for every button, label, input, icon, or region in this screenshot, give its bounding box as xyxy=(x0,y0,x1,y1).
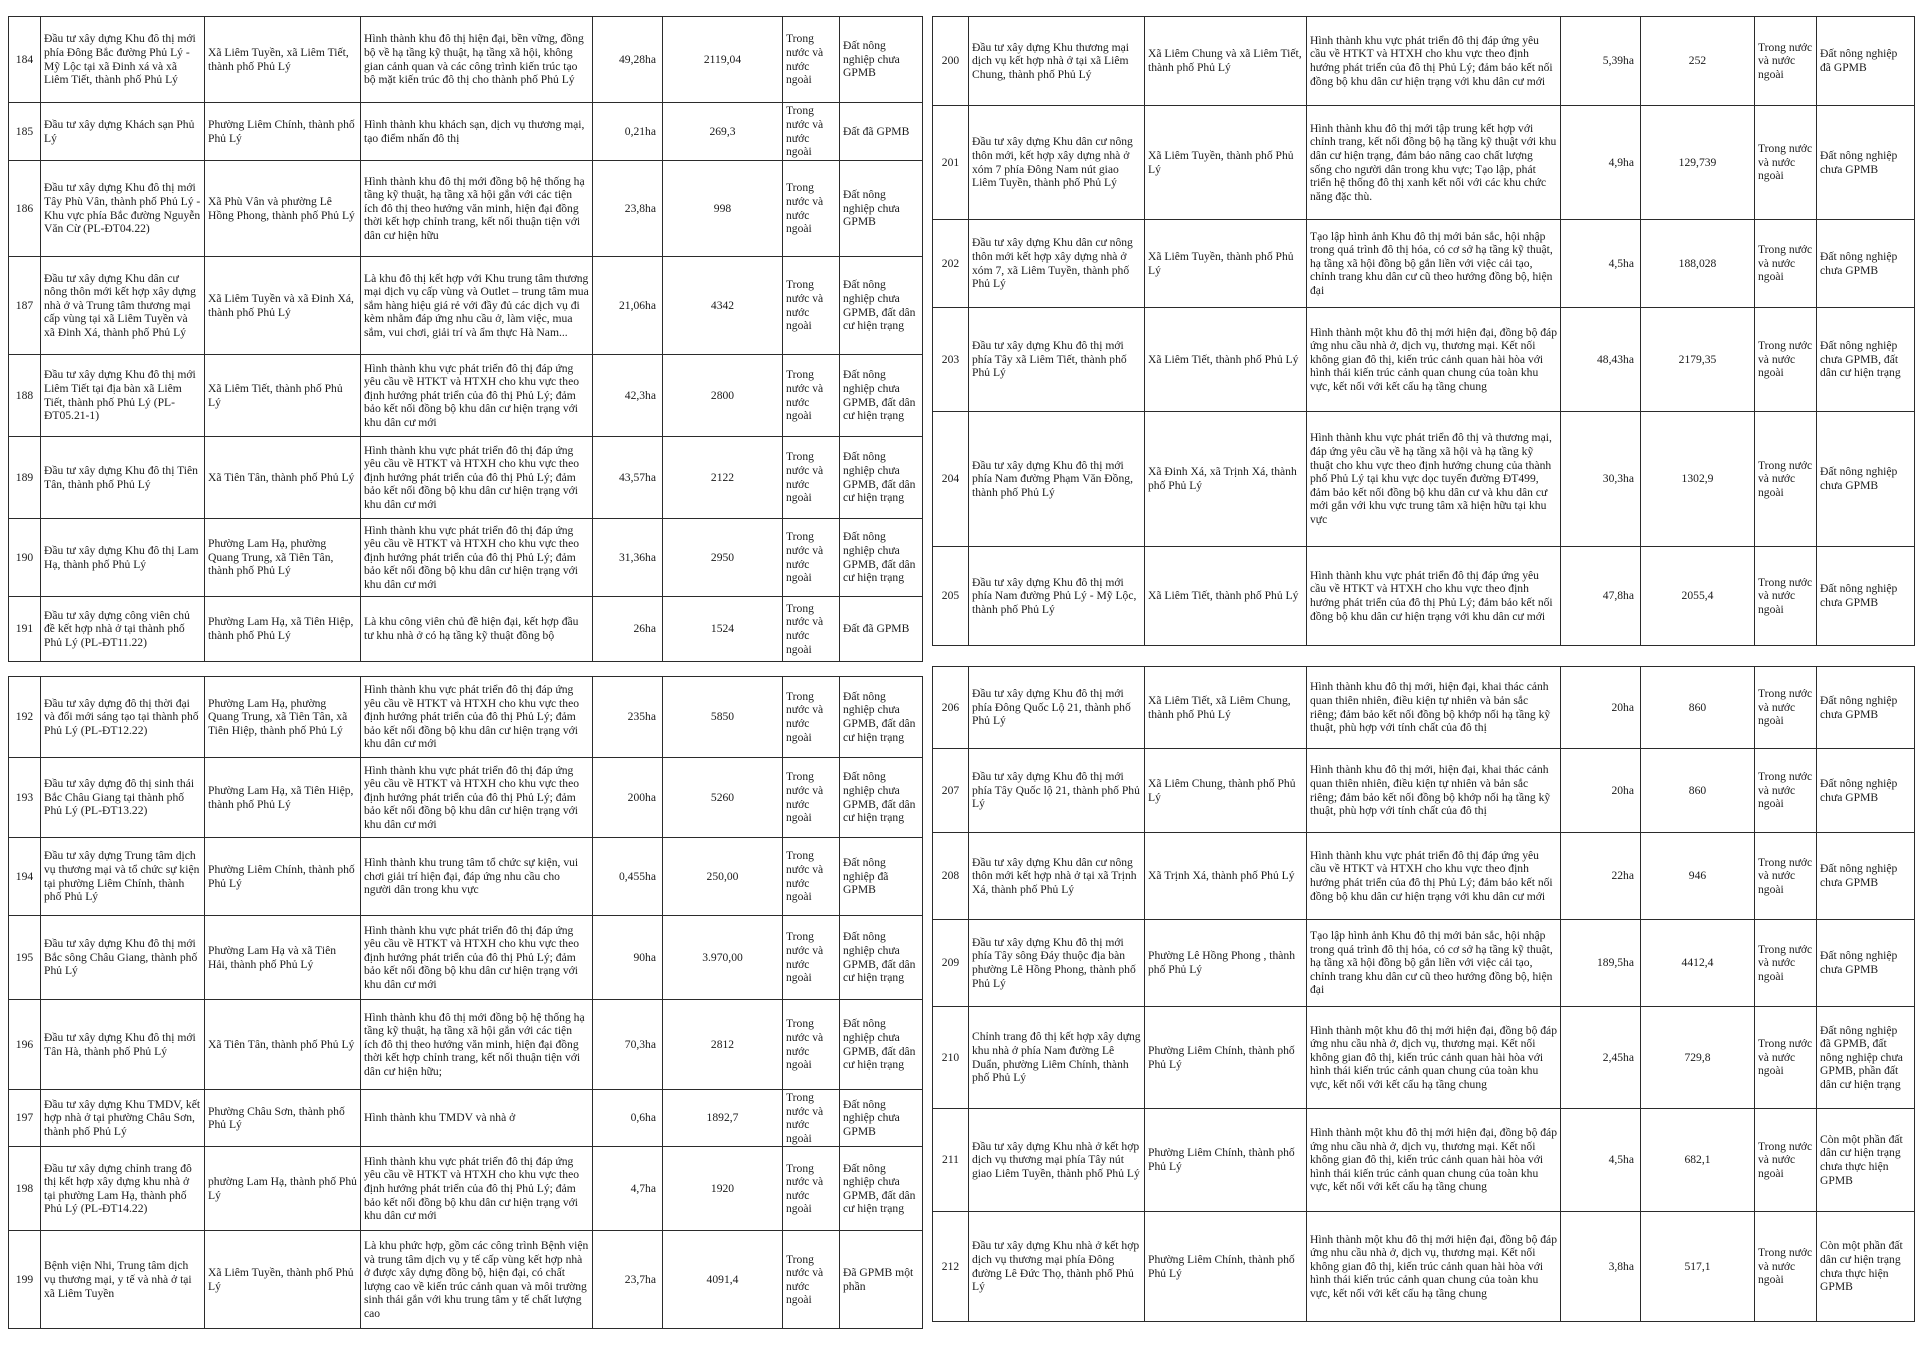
project-number: 209 xyxy=(933,920,969,1007)
project-name: Đầu tư xây dựng Khu đô thị mới phía Tây Quốc lộ 21, thành phố Phủ Lý xyxy=(969,749,1145,833)
project-land-status: Đất nông nghiệp chưa GPMB, đất dân cư hiện trạng xyxy=(840,355,923,437)
project-land-status: Đất đã GPMB xyxy=(840,103,923,161)
project-location: Phường Liêm Chính, thành phố Phủ Lý xyxy=(1145,1109,1307,1212)
project-location: Phường Liêm Chính, thành phố Phủ Lý xyxy=(1145,1007,1307,1109)
project-number: 194 xyxy=(9,838,41,916)
project-investor: Trong nước và nước ngoài xyxy=(1755,106,1817,220)
table-row xyxy=(9,677,923,758)
project-location: Xã Tiên Tân, thành phố Phủ Lý xyxy=(205,1000,361,1090)
project-land-status: Đất nông nghiệp chưa GPMB xyxy=(1817,667,1915,749)
project-goal: Hình thành khu khách sạn, dịch vụ thương mại, tạo điểm nhấn đô thị xyxy=(361,103,593,161)
project-number: 188 xyxy=(9,355,41,437)
project-number: 204 xyxy=(933,412,969,547)
project-land-status: Đất nông nghiệp chưa GPMB, đất dân cư hiện trạng xyxy=(840,519,923,597)
project-name: Đầu tư xây dựng Khu dân cư nông thôn mới, kết hợp xây dựng nhà ở xóm 7 phía Đông Nam nút giao Liêm Tuyền, thành phố Phủ Lý xyxy=(969,106,1145,220)
project-name: Đầu tư xây dựng Khu TMDV, kết hợp nhà ở tại phường Châu Sơn, thành phố Phủ Lý xyxy=(41,1090,205,1147)
project-capital: 4342 xyxy=(663,257,783,355)
project-investor: Trong nước và nước ngoài xyxy=(783,161,840,257)
project-goal: Hình thành một khu đô thị mới hiện đại, đồng bộ đáp ứng nhu cầu nhà ở, dịch vụ, thương mại. Kết nối không gian đô thị, kiến trúc cảnh quan hài hòa với hình thái kiến trúc cảnh quan chung của toàn khu vực, kết nối với kết cấu hạ tầng chung xyxy=(1307,1007,1561,1109)
project-capital: 4091,4 xyxy=(663,1231,783,1329)
project-land-status: Đất nông nghiệp chưa GPMB, đất dân cư hiện trạng xyxy=(840,1147,923,1231)
project-name: Đầu tư xây dựng Khu nhà ở kết hợp dịch vụ thương mại phía Tây nút giao Liêm Tuyền, thành phố Phủ Lý xyxy=(969,1109,1145,1212)
project-location: Xã Liêm Tuyền và xã Đinh Xá, thành phố Phủ Lý xyxy=(205,257,361,355)
project-goal: Hình thành khu vực phát triển đô thị đáp ứng yêu cầu về HTKT và HTXH cho khu vực theo định hướng phát triển của đô thị Phủ Lý; đảm bảo kết nối đồng bộ khu dân cư hiện trạng với khu dân cư mới xyxy=(361,916,593,1000)
project-location: Phường Liêm Chính, thành phố Phủ Lý xyxy=(1145,1212,1307,1322)
project-investor: Trong nước và nước ngoài xyxy=(783,519,840,597)
project-number: 191 xyxy=(9,597,41,662)
project-table-left-bottom xyxy=(8,676,923,1329)
project-area: 0,21ha xyxy=(593,103,663,161)
table-row xyxy=(9,103,923,161)
project-investor: Trong nước và nước ngoài xyxy=(1755,547,1817,646)
project-land-status: Đất nông nghiệp chưa GPMB, đất dân cư hiện trạng xyxy=(840,257,923,355)
project-goal: Là khu công viên chủ đề hiện đại, kết hợp đầu tư khu nhà ở có hạ tầng kỹ thuật đồng bộ xyxy=(361,597,593,662)
table-row xyxy=(933,17,1915,106)
project-goal: Là khu đô thị kết hợp với Khu trung tâm thương mại dịch vụ cấp vùng và Outlet – trung tâm mua sắm hàng hiệu giá rẻ với đầy đủ các dịch vụ đi kèm nhằm đáp ứng nhu cầu ở, làm việc, mua sắm, vui chơi, giải trí và ẩm thực Hà Nam... xyxy=(361,257,593,355)
project-investor: Trong nước và nước ngoài xyxy=(1755,220,1817,308)
project-land-status: Đất nông nghiệp đã GPMB, đất nông nghiệp chưa GPMB, phần đất dân cư hiện trạng xyxy=(1817,1007,1915,1109)
project-area: 47,8ha xyxy=(1561,547,1641,646)
project-area: 43,57ha xyxy=(593,437,663,519)
project-area: 20ha xyxy=(1561,749,1641,833)
table-row xyxy=(933,1109,1915,1212)
project-area: 21,06ha xyxy=(593,257,663,355)
project-location: Phường Liêm Chính, thành phố Phủ Lý xyxy=(205,103,361,161)
project-location: Phường Lam Hạ, phường Quang Trung, xã Tiên Tân, thành phố Phủ Lý xyxy=(205,519,361,597)
project-investor: Trong nước và nước ngoài xyxy=(783,597,840,662)
project-capital: 4412,4 xyxy=(1641,920,1755,1007)
project-area: 3,8ha xyxy=(1561,1212,1641,1322)
table-row xyxy=(933,1007,1915,1109)
project-investor: Trong nước và nước ngoài xyxy=(783,1000,840,1090)
project-name: Đầu tư xây dựng chỉnh trang đô thị kết hợp xây dựng khu nhà ở tại phường Lam Hạ, thành phố Phủ Lý (PL-ĐT14.22) xyxy=(41,1147,205,1231)
project-land-status: Đất nông nghiệp chưa GPMB xyxy=(1817,220,1915,308)
table-row xyxy=(9,916,923,1000)
project-area: 26ha xyxy=(593,597,663,662)
table-row xyxy=(9,257,923,355)
project-number: 190 xyxy=(9,519,41,597)
project-area: 189,5ha xyxy=(1561,920,1641,1007)
project-area: 235ha xyxy=(593,677,663,758)
project-land-status: Đất nông nghiệp chưa GPMB, đất dân cư hiện trạng xyxy=(840,916,923,1000)
project-name: Đầu tư xây dựng Khách sạn Phủ Lý xyxy=(41,103,205,161)
project-capital: 860 xyxy=(1641,749,1755,833)
project-location: Xã Liêm Tuyền, thành phố Phủ Lý xyxy=(205,1231,361,1329)
project-location: phường Lam Hạ, thành phố Phủ Lý xyxy=(205,1147,361,1231)
project-land-status: Đất nông nghiệp chưa GPMB xyxy=(840,1090,923,1147)
project-goal: Hình thành khu vực phát triển đô thị đáp ứng yêu cầu về HTKT và HTXH cho khu vực theo định hướng phát triển của đô thị Phủ Lý; đảm bảo kết nối đồng bộ khu dân cư hiện trạng với khu dân cư mới xyxy=(1307,547,1561,646)
table-row xyxy=(9,355,923,437)
project-table-right-bottom xyxy=(932,666,1915,1322)
project-number: 199 xyxy=(9,1231,41,1329)
project-land-status: Đất nông nghiệp chưa GPMB, đất dân cư hiện trạng xyxy=(1817,308,1915,412)
project-investor: Trong nước và nước ngoài xyxy=(783,355,840,437)
project-number: 202 xyxy=(933,220,969,308)
project-location: Xã Liêm Chung, thành phố Phủ Lý xyxy=(1145,749,1307,833)
table-row xyxy=(9,437,923,519)
table-row xyxy=(9,1231,923,1329)
table-row xyxy=(933,412,1915,547)
project-location: Xã Liêm Tiết, thành phố Phủ Lý xyxy=(205,355,361,437)
project-number: 197 xyxy=(9,1090,41,1147)
project-number: 192 xyxy=(9,677,41,758)
project-goal: Hình thành khu TMDV và nhà ở xyxy=(361,1090,593,1147)
project-goal: Hình thành khu đô thị mới tập trung kết hợp với chỉnh trang, kết nối đồng bộ hạ tầng kỹ thuật với khu dân cư hiện trạng, đảm bảo nâng cao chất lượng sống cho người dân trong khu vực; Tạo lập, phát triển hệ thống đô thị xanh kết nối với các khu chức năng đặc thù. xyxy=(1307,106,1561,220)
project-investor: Trong nước và nước ngoài xyxy=(1755,412,1817,547)
table-row xyxy=(9,519,923,597)
table-row xyxy=(9,17,923,103)
project-investor: Trong nước và nước ngoài xyxy=(783,1231,840,1329)
project-area: 23,8ha xyxy=(593,161,663,257)
project-goal: Hình thành khu vực phát triển đô thị đáp ứng yêu cầu về HTKT và HTXH cho khu vực theo định hướng phát triển của đô thị Phủ Lý; đảm bảo kết nối đồng bộ khu dân cư hiện trạng với khu dân cư mới xyxy=(361,437,593,519)
project-area: 5,39ha xyxy=(1561,17,1641,106)
project-investor: Trong nước và nước ngoài xyxy=(783,1090,840,1147)
project-investor: Trong nước và nước ngoài xyxy=(1755,749,1817,833)
project-number: 212 xyxy=(933,1212,969,1322)
project-area: 2,45ha xyxy=(1561,1007,1641,1109)
project-number: 186 xyxy=(9,161,41,257)
project-investor: Trong nước và nước ngoài xyxy=(1755,308,1817,412)
project-location: Xã Liêm Tuyền, thành phố Phủ Lý xyxy=(1145,106,1307,220)
table-row xyxy=(9,1000,923,1090)
project-name: Đầu tư xây dựng công viên chủ đề kết hợp nhà ở tại thành phố Phủ Lý (PL-ĐT11.22) xyxy=(41,597,205,662)
project-goal: Hình thành một khu đô thị mới hiện đại, đồng bộ đáp ứng nhu cầu nhà ở, dịch vụ, thương mại. Kết nối không gian đô thị, kiến trúc cảnh quan hài hòa với hình thái kiến trúc cảnh quan chung của toàn khu vực, kết nối với kết cấu hạ tầng chung xyxy=(1307,308,1561,412)
project-land-status: Đất nông nghiệp đã GPMB xyxy=(1817,17,1915,106)
project-name: Đầu tư xây dựng Khu đô thị Lam Hạ, thành phố Phủ Lý xyxy=(41,519,205,597)
project-capital: 252 xyxy=(1641,17,1755,106)
project-investor: Trong nước và nước ngoài xyxy=(1755,920,1817,1007)
table-row xyxy=(9,597,923,662)
project-capital: 682,1 xyxy=(1641,1109,1755,1212)
project-capital: 1302,9 xyxy=(1641,412,1755,547)
project-investor: Trong nước và nước ngoài xyxy=(783,916,840,1000)
project-investor: Trong nước và nước ngoài xyxy=(1755,1007,1817,1109)
project-number: 196 xyxy=(9,1000,41,1090)
project-number: 189 xyxy=(9,437,41,519)
project-area: 200ha xyxy=(593,758,663,838)
project-area: 31,36ha xyxy=(593,519,663,597)
project-capital: 517,1 xyxy=(1641,1212,1755,1322)
project-location: Xã Tiên Tân, thành phố Phủ Lý xyxy=(205,437,361,519)
project-area: 20ha xyxy=(1561,667,1641,749)
project-land-status: Đất nông nghiệp chưa GPMB xyxy=(840,17,923,103)
project-goal: Hình thành một khu đô thị mới hiện đại, đồng bộ đáp ứng nhu cầu nhà ở, dịch vụ, thương mại. Kết nối không gian đô thị, kiến trúc cảnh quan hài hòa với hình thái kiến trúc cảnh quan chung của toàn khu vực, kết nối với kết cấu hạ tầng chung xyxy=(1307,1109,1561,1212)
project-goal: Là khu phức hợp, gồm các công trình Bệnh viện và trung tâm dịch vụ y tế cấp vùng kết hợp nhà ở được xây dựng đồng bộ, hiện đại, có chất lượng cao về kiến trúc cảnh quan và môi trường sinh thái gắn với khu trung tâm y tế chất lượng cao xyxy=(361,1231,593,1329)
project-location: Xã Trịnh Xá, thành phố Phủ Lý xyxy=(1145,833,1307,920)
project-name: Đầu tư xây dựng Khu đô thị mới phía Tây sông Đáy thuộc địa bàn phường Lê Hồng Phong, thành phố Phủ Lý xyxy=(969,920,1145,1007)
project-land-status: Đất nông nghiệp chưa GPMB xyxy=(1817,749,1915,833)
project-area: 0,6ha xyxy=(593,1090,663,1147)
project-location: Phường Lam Hạ và xã Tiên Hải, thành phố Phủ Lý xyxy=(205,916,361,1000)
project-name: Đầu tư xây dựng Khu đô thị mới Tây Phù Vân, thành phố Phủ Lý - Khu vực phía Bắc đường Nguyễn Văn Cừ (PL-ĐT04.22) xyxy=(41,161,205,257)
project-capital: 998 xyxy=(663,161,783,257)
project-investor: Trong nước và nước ngoài xyxy=(783,103,840,161)
project-investor: Trong nước và nước ngoài xyxy=(1755,667,1817,749)
project-land-status: Đất nông nghiệp chưa GPMB xyxy=(1817,547,1915,646)
project-land-status: Đất nông nghiệp chưa GPMB xyxy=(1817,412,1915,547)
project-land-status: Còn một phần đất dân cư hiện trạng chưa thực hiện GPMB xyxy=(1817,1109,1915,1212)
table-row xyxy=(9,758,923,838)
table-row xyxy=(933,547,1915,646)
project-goal: Hình thành khu đô thị mới, hiện đại, khai thác cảnh quan thiên nhiên, điều kiện tự nhiên và bản sắc riêng; đảm bảo kết nối đồng bộ khớp nối hạ tầng kỹ thuật, phù hợp với tính chất của đô thị xyxy=(1307,749,1561,833)
project-location: Phường Lam Hạ, phường Quang Trung, xã Tiên Tân, xã Tiên Hiệp, thành phố Phủ Lý xyxy=(205,677,361,758)
project-investor: Trong nước và nước ngoài xyxy=(1755,17,1817,106)
project-number: 208 xyxy=(933,833,969,920)
project-land-status: Đất đã GPMB xyxy=(840,597,923,662)
project-number: 211 xyxy=(933,1109,969,1212)
project-investor: Trong nước và nước ngoài xyxy=(1755,1109,1817,1212)
table-row xyxy=(933,833,1915,920)
project-capital: 2122 xyxy=(663,437,783,519)
project-goal: Hình thành một khu đô thị mới hiện đại, đồng bộ đáp ứng nhu cầu nhà ở, dịch vụ, thương mại. Kết nối không gian đô thị, kiến trúc cảnh quan hài hòa với hình thái kiến trúc cảnh quan chung của toàn khu vực, kết nối với kết cấu hạ tầng chung xyxy=(1307,1212,1561,1322)
project-investor: Trong nước và nước ngoài xyxy=(783,17,840,103)
project-location: Phường Châu Sơn, thành phố Phủ Lý xyxy=(205,1090,361,1147)
project-area: 22ha xyxy=(1561,833,1641,920)
project-name: Bệnh viện Nhi, Trung tâm dịch vụ thương mại, y tế và nhà ở tại xã Liêm Tuyền xyxy=(41,1231,205,1329)
project-investor: Trong nước và nước ngoài xyxy=(783,257,840,355)
project-investor: Trong nước và nước ngoài xyxy=(1755,1212,1817,1322)
project-number: 184 xyxy=(9,17,41,103)
project-name: Đầu tư xây dựng Trung tâm dịch vụ thương mại và tổ chức sự kiện tại phường Liêm Chính, thành phố Phủ Lý xyxy=(41,838,205,916)
project-location: Xã Liêm Tiết, thành phố Phủ Lý xyxy=(1145,308,1307,412)
project-area: 4,5ha xyxy=(1561,1109,1641,1212)
project-area: 4,9ha xyxy=(1561,106,1641,220)
project-number: 185 xyxy=(9,103,41,161)
project-location: Phường Lam Hạ, xã Tiên Hiệp, thành phố Phủ Lý xyxy=(205,597,361,662)
project-number: 200 xyxy=(933,17,969,106)
project-goal: Hình thành khu vực phát triển đô thị đáp ứng yêu cầu về HTKT và HTXH cho khu vực theo định hướng phát triển của đô thị Phủ Lý; đảm bảo kết nối đồng bộ khu dân cư hiện trạng với khu dân cư mới xyxy=(361,355,593,437)
project-number: 201 xyxy=(933,106,969,220)
project-name: Đầu tư xây dựng Khu đô thị mới phía Nam đường Phạm Văn Đồng, thành phố Phủ Lý xyxy=(969,412,1145,547)
project-location: Phường Lê Hồng Phong , thành phố Phủ Lý xyxy=(1145,920,1307,1007)
table-row xyxy=(933,220,1915,308)
table-row xyxy=(9,1090,923,1147)
project-goal: Hình thành khu đô thị mới đồng bộ hệ thống hạ tầng kỹ thuật, hạ tầng xã hội gắn với các tiện ích đô thị theo hướng văn minh, hiện đại đồng thời kết hợp chỉnh trang, kết nối thuận tiện với dân cư hiện hữu xyxy=(361,161,593,257)
project-area: 4,7ha xyxy=(593,1147,663,1231)
project-location: Xã Liêm Tuyền, thành phố Phủ Lý xyxy=(1145,220,1307,308)
project-capital: 729,8 xyxy=(1641,1007,1755,1109)
project-name: Đầu tư xây dựng Khu đô thị Tiên Tân, thành phố Phủ Lý xyxy=(41,437,205,519)
project-number: 210 xyxy=(933,1007,969,1109)
table-row xyxy=(933,308,1915,412)
project-name: Đầu tư xây dựng Khu nhà ở kết hợp dịch vụ thương mại phía Đông đường Lê Đức Thọ, thành phố Phủ Lý xyxy=(969,1212,1145,1322)
project-location: Xã Liêm Tuyền, xã Liêm Tiết, thành phố Phủ Lý xyxy=(205,17,361,103)
project-area: 0,455ha xyxy=(593,838,663,916)
table-row xyxy=(933,749,1915,833)
project-capital: 269,3 xyxy=(663,103,783,161)
project-area: 90ha xyxy=(593,916,663,1000)
project-number: 205 xyxy=(933,547,969,646)
project-area: 70,3ha xyxy=(593,1000,663,1090)
project-capital: 5260 xyxy=(663,758,783,838)
project-capital: 250,00 xyxy=(663,838,783,916)
project-goal: Hình thành khu trung tâm tổ chức sự kiện, vui chơi giải trí hiện đại, đáp ứng nhu cầu cho người dân trong khu vực xyxy=(361,838,593,916)
project-name: Đầu tư xây dựng Khu thương mại dịch vụ kết hợp nhà ở tại xã Liêm Chung, thành phố Phủ Lý xyxy=(969,17,1145,106)
project-land-status: Còn một phần đất dân cư hiện trạng chưa thực hiện GPMB xyxy=(1817,1212,1915,1322)
project-capital: 946 xyxy=(1641,833,1755,920)
table-row xyxy=(9,838,923,916)
project-location: Xã Liêm Tiết, xã Liêm Chung, thành phố Phủ Lý xyxy=(1145,667,1307,749)
project-capital: 3.970,00 xyxy=(663,916,783,1000)
project-land-status: Đất nông nghiệp chưa GPMB, đất dân cư hiện trạng xyxy=(840,758,923,838)
project-goal: Tạo lập hình ảnh Khu đô thị mới bản sắc, hội nhập trong quá trình đô thị hóa, có cơ sở hạ tầng kỹ thuật, hạ tầng xã hội đồng bộ gắn liền với việc cải tạo, chỉnh trang khu dân cư cũ theo hướng đồng bộ, hiện đại xyxy=(1307,220,1561,308)
project-name: Đầu tư xây dựng Khu đô thị mới phía Tây xã Liêm Tiết, thành phố Phủ Lý xyxy=(969,308,1145,412)
project-number: 198 xyxy=(9,1147,41,1231)
project-area: 49,28ha xyxy=(593,17,663,103)
project-number: 207 xyxy=(933,749,969,833)
project-goal: Hình thành khu đô thị mới, hiện đại, khai thác cảnh quan thiên nhiên, điều kiện tự nhiên và bản sắc riêng; đảm bảo kết nối đồng bộ khớp nối hạ tầng kỹ thuật, phù hợp với tính chất của đô thị xyxy=(1307,667,1561,749)
project-goal: Hình thành khu đô thị hiện đại, bền vững, đồng bộ về hạ tầng kỹ thuật, hạ tầng xã hội, không gian cảnh quan và các công trình kiến trúc tạo bộ mặt kiến trúc đô thị cho thành phố Phủ Lý xyxy=(361,17,593,103)
project-goal: Hình thành khu vực phát triển đô thị đáp ứng yêu cầu về HTKT và HTXH cho khu vực theo định hướng phát triển của đô thị Phủ Lý; đảm bảo kết nối đồng bộ khu dân cư hiện trạng với khu dân cư mới xyxy=(1307,17,1561,106)
project-name: Đầu tư xây dựng Khu dân cư nông thôn mới kết hợp nhà ở tại xã Trịnh Xá, thành phố Phủ Lý xyxy=(969,833,1145,920)
project-capital: 188,028 xyxy=(1641,220,1755,308)
table-row xyxy=(933,667,1915,749)
project-goal: Hình thành khu vực phát triển đô thị đáp ứng yêu cầu về HTKT và HTXH cho khu vực theo định hướng phát triển của đô thị Phủ Lý; đảm bảo kết nối đồng bộ khu dân cư hiện trạng với khu dân cư mới xyxy=(361,758,593,838)
project-area: 30,3ha xyxy=(1561,412,1641,547)
project-name: Đầu tư xây dựng Khu đô thị mới phía Đông Quốc Lộ 21, thành phố Phủ Lý xyxy=(969,667,1145,749)
project-investor: Trong nước và nước ngoài xyxy=(1755,833,1817,920)
project-investor: Trong nước và nước ngoài xyxy=(783,758,840,838)
project-capital: 2800 xyxy=(663,355,783,437)
project-capital: 2055,4 xyxy=(1641,547,1755,646)
project-land-status: Đất nông nghiệp chưa GPMB xyxy=(1817,106,1915,220)
project-table-left-top xyxy=(8,16,923,662)
project-name: Đầu tư xây dựng Khu dân cư nông thôn mới kết hợp xây dựng nhà ở xóm 7, xã Liêm Tuyền, thành phố Phủ Lý xyxy=(969,220,1145,308)
project-name: Đầu tư xây dựng Khu đô thị mới Tân Hà, thành phố Phủ Lý xyxy=(41,1000,205,1090)
project-investor: Trong nước và nước ngoài xyxy=(783,437,840,519)
project-goal: Tạo lập hình ảnh Khu đô thị mới bản sắc, hội nhập trong quá trình đô thị hóa, có cơ sở hạ tầng kỹ thuật, hạ tầng xã hội đồng bộ gắn liền với việc cải tạo, chỉnh trang khu dân cư cũ theo hướng đồng bộ, hiện đại xyxy=(1307,920,1561,1007)
project-capital: 860 xyxy=(1641,667,1755,749)
project-name: Đầu tư xây dựng Khu đô thị mới phía Đông Bắc đường Phủ Lý - Mỹ Lộc tại xã Đinh xá và xã Liêm Tiết, thành phố Phủ Lý xyxy=(41,17,205,103)
project-area: 23,7ha xyxy=(593,1231,663,1329)
project-area: 4,5ha xyxy=(1561,220,1641,308)
table-row xyxy=(9,161,923,257)
project-land-status: Đã GPMB một phần xyxy=(840,1231,923,1329)
project-name: Đầu tư xây dựng Khu đô thị mới phía Nam đường Phủ Lý - Mỹ Lộc, thành phố Phủ Lý xyxy=(969,547,1145,646)
project-capital: 129,739 xyxy=(1641,106,1755,220)
project-goal: Hình thành khu vực phát triển đô thị đáp ứng yêu cầu về HTKT và HTXH cho khu vực theo định hướng phát triển của đô thị Phủ Lý; đảm bảo kết nối đồng bộ khu dân cư hiện trạng với khu dân cư mới xyxy=(1307,833,1561,920)
project-name: Đầu tư xây dựng Khu đô thị mới Bắc sông Châu Giang, thành phố Phủ Lý xyxy=(41,916,205,1000)
project-capital: 2179,35 xyxy=(1641,308,1755,412)
project-goal: Hình thành khu đô thị mới đồng bộ hệ thống hạ tầng kỹ thuật, hạ tầng xã hội gắn với các tiện ích đô thị theo hướng văn minh, hiện đại đồng thời kết hợp chỉnh trang, kết nối thuận tiện với dân cư hiện hữu; xyxy=(361,1000,593,1090)
project-investor: Trong nước và nước ngoài xyxy=(783,677,840,758)
project-table-right-top xyxy=(932,16,1915,646)
project-land-status: Đất nông nghiệp chưa GPMB, đất dân cư hiện trạng xyxy=(840,677,923,758)
project-number: 187 xyxy=(9,257,41,355)
project-area: 42,3ha xyxy=(593,355,663,437)
project-land-status: Đất nông nghiệp đã GPMB xyxy=(840,838,923,916)
project-capital: 1920 xyxy=(663,1147,783,1231)
project-land-status: Đất nông nghiệp chưa GPMB xyxy=(1817,833,1915,920)
project-land-status: Đất nông nghiệp chưa GPMB xyxy=(840,161,923,257)
project-goal: Hình thành khu vực phát triển đô thị và thương mại, đáp ứng yêu cầu về hạ tầng xã hội và hạ tầng kỹ thuật cho khu vực theo định hướng chung của thành phố Phủ Lý tại khu vực dọc tuyến đường ĐT499, đảm bảo kết nối đồng bộ khu dân cư và khu dân cư mới gắn với khu vực trung tâm xã hiện hữu tại khu vực xyxy=(1307,412,1561,547)
project-name: Đầu tư xây dựng đô thị thời đại và đổi mới sáng tạo tại thành phố Phủ Lý (PL-ĐT12.22) xyxy=(41,677,205,758)
project-name: Chỉnh trang đô thị kết hợp xây dựng khu nhà ở phía Nam đường Lê Duẩn, phường Liêm Chính, thành phố Phủ Lý xyxy=(969,1007,1145,1109)
project-location: Phường Lam Hạ, xã Tiên Hiệp, thành phố Phủ Lý xyxy=(205,758,361,838)
project-location: Phường Liêm Chính, thành phố Phủ Lý xyxy=(205,838,361,916)
project-capital: 2812 xyxy=(663,1000,783,1090)
project-land-status: Đất nông nghiệp chưa GPMB, đất dân cư hiện trạng xyxy=(840,437,923,519)
project-capital: 2119,04 xyxy=(663,17,783,103)
project-investor: Trong nước và nước ngoài xyxy=(783,1147,840,1231)
table-row xyxy=(933,1212,1915,1322)
project-number: 195 xyxy=(9,916,41,1000)
project-location: Xã Liêm Tiết, thành phố Phủ Lý xyxy=(1145,547,1307,646)
project-land-status: Đất nông nghiệp chưa GPMB, đất dân cư hiện trạng xyxy=(840,1000,923,1090)
project-name: Đầu tư xây dựng đô thị sinh thái Bắc Châu Giang tại thành phố Phủ Lý (PL-ĐT13.22) xyxy=(41,758,205,838)
project-area: 48,43ha xyxy=(1561,308,1641,412)
project-goal: Hình thành khu vực phát triển đô thị đáp ứng yêu cầu về HTKT và HTXH cho khu vực theo định hướng phát triển của đô thị Phủ Lý; đảm bảo kết nối đồng bộ khu dân cư hiện trạng với khu dân cư mới xyxy=(361,519,593,597)
project-goal: Hình thành khu vực phát triển đô thị đáp ứng yêu cầu về HTKT và HTXH cho khu vực theo định hướng phát triển của đô thị Phủ Lý; đảm bảo kết nối đồng bộ khu dân cư hiện trạng với khu dân cư mới xyxy=(361,1147,593,1231)
project-capital: 1892,7 xyxy=(663,1090,783,1147)
table-row xyxy=(933,920,1915,1007)
table-row xyxy=(9,1147,923,1231)
project-capital: 2950 xyxy=(663,519,783,597)
project-location: Xã Phù Vân và phường Lê Hồng Phong, thành phố Phủ Lý xyxy=(205,161,361,257)
project-location: Xã Đinh Xá, xã Trịnh Xá, thành phố Phủ Lý xyxy=(1145,412,1307,547)
project-investor: Trong nước và nước ngoài xyxy=(783,838,840,916)
project-goal: Hình thành khu vực phát triển đô thị đáp ứng yêu cầu về HTKT và HTXH cho khu vực theo định hướng phát triển của đô thị Phủ Lý; đảm bảo kết nối đồng bộ khu dân cư hiện trạng với khu dân cư mới xyxy=(361,677,593,758)
project-land-status: Đất nông nghiệp chưa GPMB xyxy=(1817,920,1915,1007)
project-number: 206 xyxy=(933,667,969,749)
project-number: 193 xyxy=(9,758,41,838)
project-name: Đầu tư xây dựng Khu dân cư nông thôn mới kết hợp xây dựng nhà ở và Trung tâm thương mại cấp vùng tại xã Liêm Tuyền và xã Đinh Xá, thành phố Phủ Lý xyxy=(41,257,205,355)
project-location: Xã Liêm Chung và xã Liêm Tiết, thành phố Phủ Lý xyxy=(1145,17,1307,106)
project-number: 203 xyxy=(933,308,969,412)
project-capital: 5850 xyxy=(663,677,783,758)
project-name: Đầu tư xây dựng Khu đô thị mới Liêm Tiết tại địa bàn xã Liêm Tiết, thành phố Phủ Lý (PL-ĐT05.21-1) xyxy=(41,355,205,437)
table-row xyxy=(933,106,1915,220)
project-capital: 1524 xyxy=(663,597,783,662)
